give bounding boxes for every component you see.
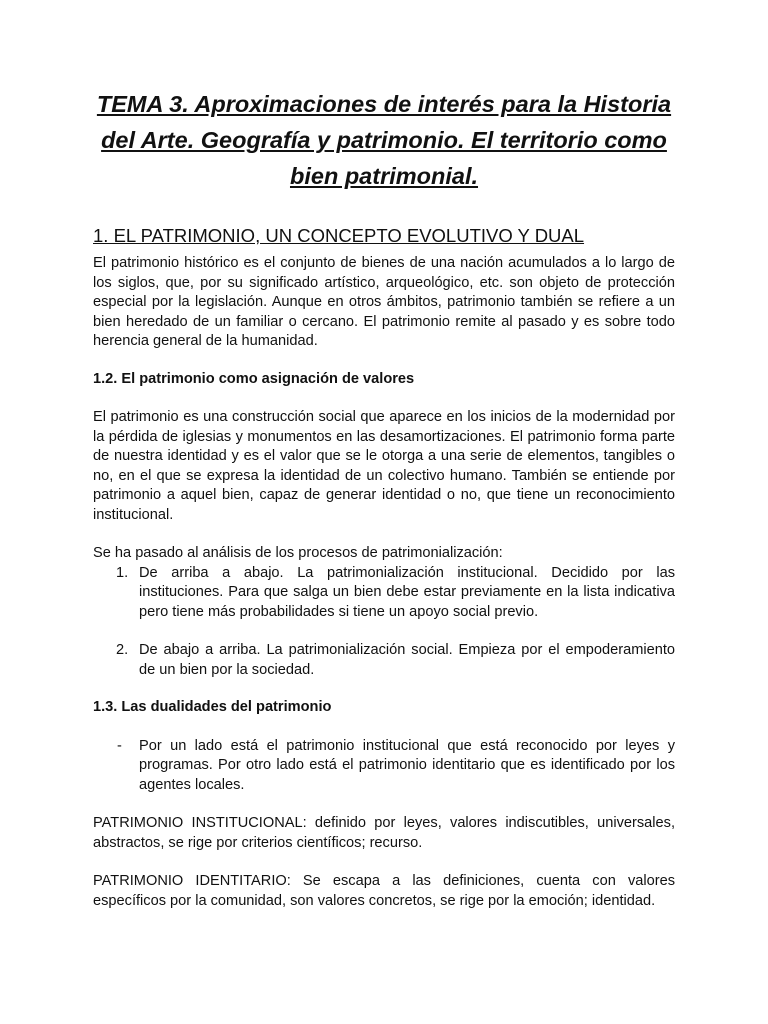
section-1-heading: 1. EL PATRIMONIO, UN CONCEPTO EVOLUTIVO Y DUAL <box>93 225 585 246</box>
institucional-paragraph: PATRIMONIO INSTITUCIONAL: definido por leyes, valores indiscutibles, universales, abstractos, se rige por criterios científicos; recurso. <box>93 815 675 851</box>
list-item-text: De abajo a arriba. La patrimonialización social. Empieza por el empoderamiento de un bien por la sociedad. <box>139 642 675 678</box>
list-item-text: De arriba a abajo. La patrimonialización institucional. Decidido por las instituciones. Para que salga un bien debe estar previamente en la lista indicativa pero tiene más probabilidades si tiene un apoyo social previo. <box>139 564 675 620</box>
section-1-2-intro: Se ha pasado al análisis de los procesos de patrimonialización: <box>93 545 503 561</box>
list-marker: 2. <box>116 642 129 658</box>
list-marker: 1. <box>116 564 129 581</box>
document-page <box>93 86 675 911</box>
list-item <box>93 564 675 623</box>
list-item <box>93 641 675 680</box>
section-1-paragraph: El patrimonio histórico es el conjunto de bienes de una nación acumulados a lo largo de los siglos, que, por su significado artístico, arqueológico, etc. son objeto de protección especial por la legislación. Aunque en otros ámbitos, patrimonio también se refiere a un bien heredado de un familiar o cercano. El patrimonio remite al pasado y es sobre todo herencia general de la humanidad. <box>93 255 675 349</box>
section-1-3-heading: 1.3. Las dualidades del patrimonio <box>93 699 332 715</box>
list-item-text: Por un lado está el patrimonio institucional que está reconocido por leyes y programas. Por otro lado está el patrimonio identitario que es identificado por los agentes locales. <box>139 737 675 793</box>
identitario-paragraph: PATRIMONIO IDENTITARIO: Se escapa a las definiciones, cuenta con valores específicos por la comunidad, son valores concretos, se rige por la emoción; identidad. <box>93 873 675 909</box>
document-title: TEMA 3. Aproximaciones de interés para la Historia del Arte. Geografía y patrimonio. El territorio como bien patrimonial. <box>96 91 672 189</box>
dualities-list <box>93 737 675 796</box>
list-item <box>93 737 675 796</box>
section-1-2-paragraph: El patrimonio es una construcción social que aparece en los inicios de la modernidad por la pérdida de iglesias y monumentos en las desamortizaciones. El patrimonio forma parte de nuestra identidad y es el valor que se le otorga a una serie de elementos, tangibles o no, en el que se expresa la identidad de un colectivo humano. También se entiende por patrimonio a aquel bien, capaz de generar identidad o no, que tiene un reconocimiento institucional. <box>93 409 675 523</box>
section-1-2-heading: 1.2. El patrimonio como asignación de valores <box>93 370 415 387</box>
process-list <box>93 564 675 681</box>
list-marker: - <box>117 737 122 754</box>
